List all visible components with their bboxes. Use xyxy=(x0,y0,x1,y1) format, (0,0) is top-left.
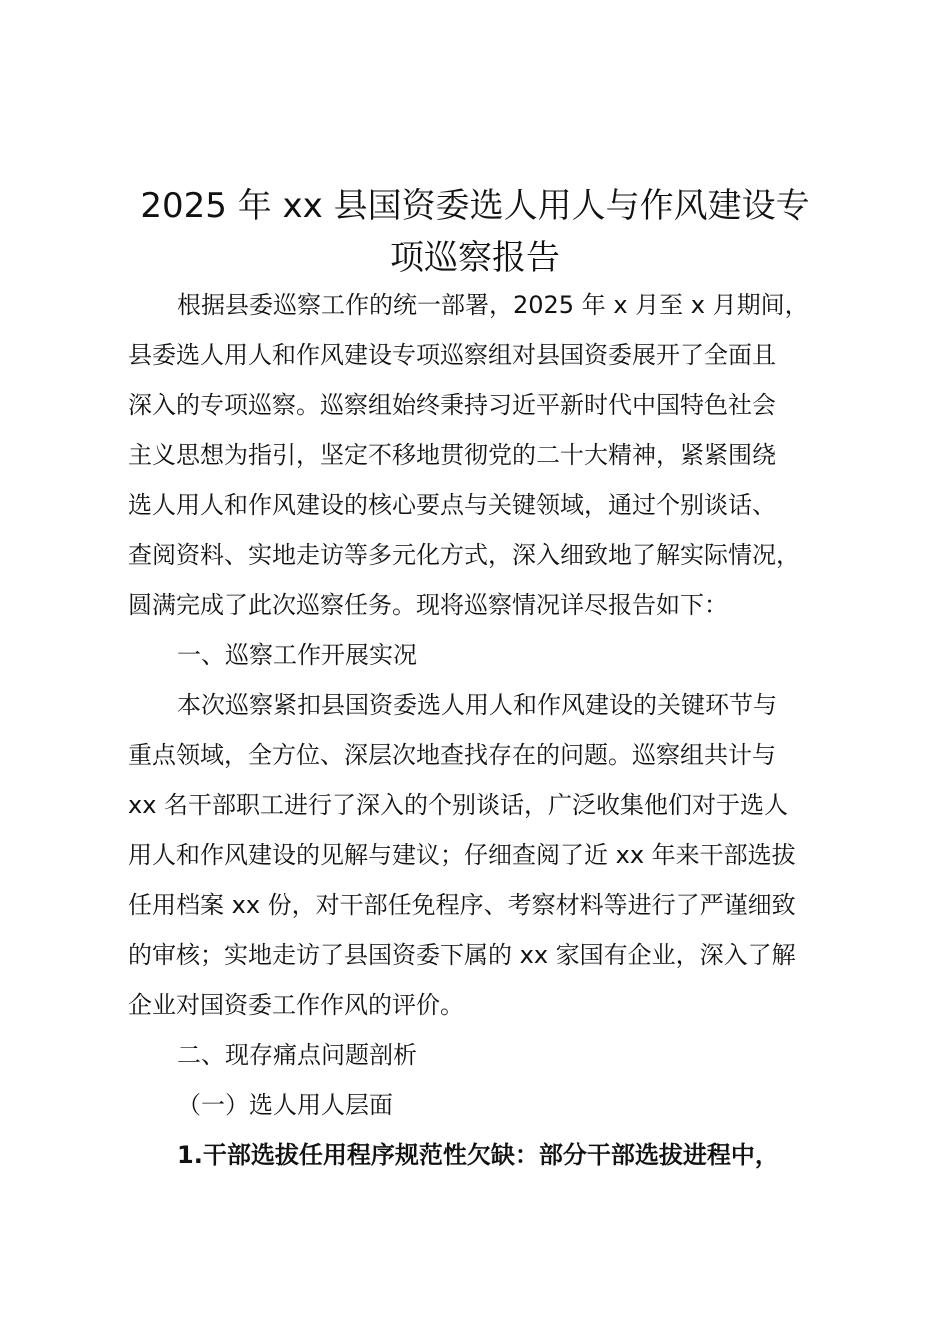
section-1-line: 重点领域，全方位、深层次地查找存在的问题。巡察组共计与 xyxy=(128,741,776,769)
point-1-text: 1.干部选拔任用程序规范性欠缺：部分干部选拔进程中， xyxy=(177,1141,779,1169)
section-1-line: 的审核；实地走访了县国资委下属的 xx 家国有企业，深入了解 xyxy=(128,941,796,969)
subsection-1-heading: （一）选人用人层面 xyxy=(177,1091,393,1119)
intro-line: 选人用人和作风建设的核心要点与关键领域，通过个别谈话、 xyxy=(128,491,776,519)
section-1-line: 任用档案 xx 份，对干部任免程序、考察材料等进行了严谨细致 xyxy=(128,891,796,919)
document-title xyxy=(100,180,850,284)
section-1-line: 用人和作风建设的见解与建议；仔细查阅了近 xx 年来干部选拔 xyxy=(128,841,796,869)
intro-line: 查阅资料、实地走访等多元化方式，深入细致地了解实际情况， xyxy=(128,541,800,569)
document-body xyxy=(128,280,858,1180)
title-line-1: 2025 年 xx 县国资委选人用人与作风建设专 xyxy=(140,186,810,226)
intro-line: 根据县委巡察工作的统一部署，2025 年 x 月至 x 月期间， xyxy=(177,291,809,319)
intro-line: 圆满完成了此次巡察任务。现将巡察情况详尽报告如下： xyxy=(128,591,728,619)
intro-line: 主义思想为指引，坚定不移地贯彻党的二十大精神，紧紧围绕 xyxy=(128,441,776,469)
intro-line: 深入的专项巡察。巡察组始终秉持习近平新时代中国特色社会 xyxy=(128,391,776,419)
section-1-line: 企业对国资委工作作风的评价。 xyxy=(128,991,464,1019)
title-line-2: 项巡察报告 xyxy=(390,238,560,278)
intro-line: 县委选人用人和作风建设专项巡察组对县国资委展开了全面且 xyxy=(128,341,776,369)
section-1-line: 本次巡察紧扣县国资委选人用人和作风建设的关键环节与 xyxy=(177,691,777,719)
section-1-line: xx 名干部职工进行了深入的个别谈话，广泛收集他们对于选人 xyxy=(128,791,789,819)
section-1-heading: 一、巡察工作开展实况 xyxy=(177,641,417,669)
section-2-heading: 二、现存痛点问题剖析 xyxy=(177,1041,417,1069)
